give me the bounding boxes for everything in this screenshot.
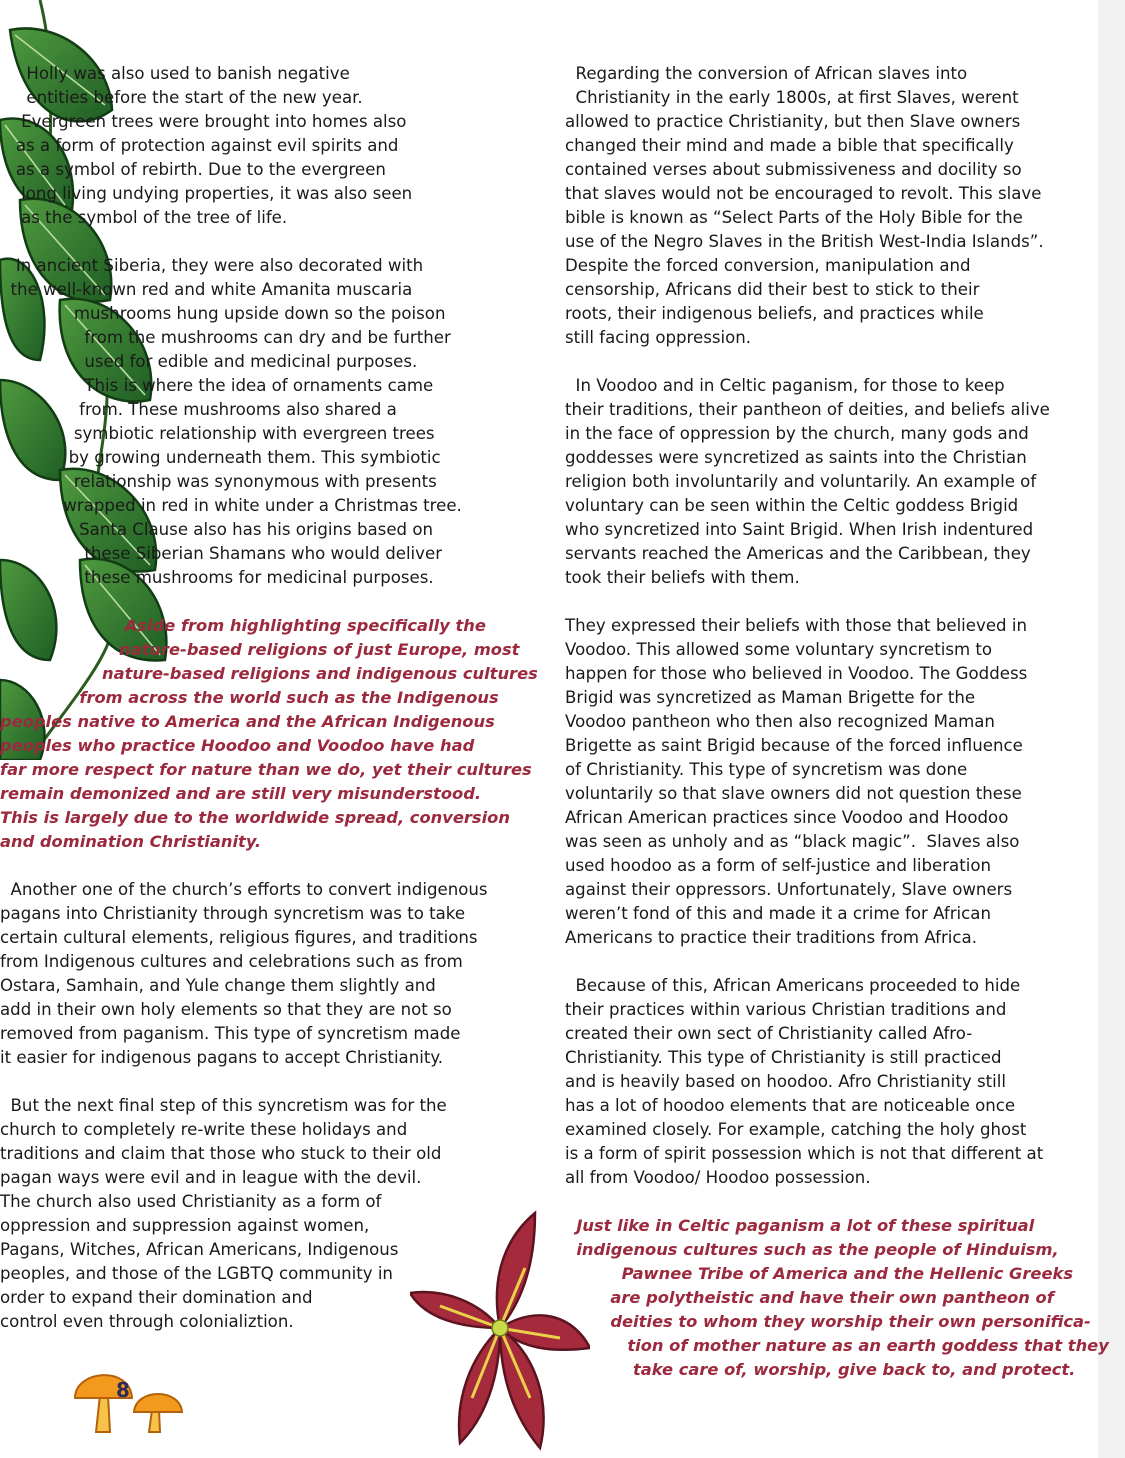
text-line: tion of mother nature as an earth goddess that they [565, 1336, 1109, 1355]
text-line: Pawnee Tribe of America and the Hellenic Greeks [565, 1264, 1074, 1283]
text-line: relationship was synonymous with presents [0, 472, 437, 491]
text-line: that slaves would not be encouraged to revolt. This slave [565, 184, 1042, 203]
text-line: used hoodoo as a form of self-justice and liberation [565, 856, 991, 875]
text-line: in the face of oppression by the church, many gods and [565, 424, 1029, 443]
text-line: Brigid was syncretized as Maman Brigette for the [565, 688, 976, 707]
text-line: and domination Christianity. [0, 832, 262, 851]
text-line: as a symbol of rebirth. Due to the evergreen [0, 160, 386, 179]
text-line: nature-based religions of just Europe, most [0, 640, 520, 659]
text-line: against their oppressors. Unfortunately, Slave owners [565, 880, 1013, 899]
text-line: In Voodoo and in Celtic paganism, for those to keep [565, 376, 1005, 395]
text-line: Brigette as saint Brigid because of the forced influence [565, 736, 1023, 755]
text-line: religion both involuntarily and voluntarily. An example of [565, 472, 1037, 491]
text-line: from. These mushrooms also shared a [0, 400, 397, 419]
text-line: Evergreen trees were brought into homes also [0, 112, 407, 131]
text-line: order to expand their domination and [0, 1288, 313, 1307]
text-line: Ostara, Samhain, and Yule change them slightly and [0, 976, 436, 995]
text-line: was seen as unholy and as “black magic”. Slaves also [565, 832, 1020, 851]
text-line: all from Voodoo/ Hoodoo possession. [565, 1168, 871, 1187]
text-line: wrapped in red in white under a Christmas tree. [0, 496, 462, 515]
text-line: the well-known red and white Amanita muscaria [0, 280, 413, 299]
text-line: voluntarily so that slave owners did not question these [565, 784, 1022, 803]
right-paragraph-4 [565, 974, 1100, 1190]
text-line: This is largely due to the worldwide spread, conversion [0, 808, 510, 827]
text-line: traditions and claim that those who stuck to their old [0, 1144, 442, 1163]
text-line: entities before the start of the new year. [0, 88, 363, 107]
text-line: created their own sect of Christianity called Afro- [565, 1024, 973, 1043]
text-line: and is heavily based on hoodoo. Afro Christianity still [565, 1072, 1006, 1091]
text-line: Another one of the church’s efforts to convert indigenous [0, 880, 488, 899]
text-line: weren’t fond of this and made it a crime for African [565, 904, 991, 923]
orange-mushroom-icon [70, 1360, 190, 1435]
text-line: who syncretized into Saint Brigid. When Irish indentured [565, 520, 1034, 539]
text-line: censorship, Africans did their best to stick to their [565, 280, 980, 299]
left-highlight-paragraph [0, 614, 560, 854]
text-line: Santa Clause also has his origins based on [0, 520, 434, 539]
text-line: has a lot of hoodoo elements that are noticeable once [565, 1096, 1016, 1115]
text-line: Because of this, African Americans proceeded to hide [565, 976, 1021, 995]
right-highlight-paragraph [565, 1214, 1109, 1382]
text-line: bible is known as “Select Parts of the Holy Bible for the [565, 208, 1023, 227]
text-line: pagan ways were evil and in league with the devil. [0, 1168, 422, 1187]
right-column [565, 62, 1109, 1406]
text-line: take care of, worship, give back to, and protect. [565, 1360, 1076, 1379]
text-line: Holly was also used to banish negative [0, 64, 350, 83]
text-line: Voodoo. This allowed some voluntary syncretism to [565, 640, 993, 659]
text-line: allowed to practice Christianity, but then Slave owners [565, 112, 1021, 131]
text-line: mushrooms hung upside down so the poison [0, 304, 446, 323]
text-line: remain demonized and are still very misunderstood. [0, 784, 482, 803]
text-line: as a form of protection against evil spirits and [0, 136, 399, 155]
right-paragraph-2 [565, 374, 1100, 590]
text-line: certain cultural elements, religious figures, and traditions [0, 928, 478, 947]
text-line: servants reached the Americas and the Caribbean, they [565, 544, 1031, 563]
text-line: peoples native to America and the African Indigenous [0, 712, 495, 731]
text-line: still facing oppression. [565, 328, 752, 347]
left-column [0, 62, 560, 1358]
text-line: long living undying properties, it was also seen [0, 184, 413, 203]
text-line: oppression and suppression against women, [0, 1216, 370, 1235]
text-line: goddesses were syncretized as saints into the Christian [565, 448, 1027, 467]
left-paragraph-1 [0, 62, 560, 230]
text-line: from across the world such as the Indigenous [0, 688, 499, 707]
text-line: church to completely re-write these holidays and [0, 1120, 408, 1139]
text-line: removed from paganism. This type of syncretism made [0, 1024, 461, 1043]
text-line: these Siberian Shamans who would deliver [0, 544, 443, 563]
left-paragraph-5 [0, 1094, 560, 1334]
text-line: happen for those who believed in Voodoo. The Goddess [565, 664, 1028, 683]
right-paragraph-3 [565, 614, 1100, 950]
text-line: Just like in Celtic paganism a lot of these spiritual [565, 1216, 1035, 1235]
text-line: changed their mind and made a bible that specifically [565, 136, 1014, 155]
text-line: used for edible and medicinal purposes. [0, 352, 418, 371]
text-line: of Christianity. This type of syncretism was done [565, 760, 968, 779]
text-line: add in their own holy elements so that they are not so [0, 1000, 452, 1019]
text-line: are polytheistic and have their own pantheon of [565, 1288, 1054, 1307]
text-line: Christianity. This type of Christianity is still practiced [565, 1048, 1002, 1067]
text-line: They expressed their beliefs with those that believed in [565, 616, 1027, 635]
text-line: roots, their indigenous beliefs, and practices while [565, 304, 984, 323]
text-line: Voodoo pantheon who then also recognized Maman [565, 712, 995, 731]
text-line: their practices within various Christian traditions and [565, 1000, 1007, 1019]
text-line: Regarding the conversion of African slaves into [565, 64, 968, 83]
text-line: pagans into Christianity through syncretism was to take [0, 904, 466, 923]
right-paragraph-1 [565, 62, 1100, 350]
text-line: from Indigenous cultures and celebrations such as from [0, 952, 463, 971]
text-line: Americans to practice their traditions from Africa. [565, 928, 977, 947]
text-line: use of the Negro Slaves in the British West-India Islands”. [565, 232, 1044, 251]
text-line: peoples who practice Hoodoo and Voodoo have had [0, 736, 475, 755]
text-line: deities to whom they worship their own personifica- [565, 1312, 1091, 1331]
text-line: control even through colonializtion. [0, 1312, 294, 1331]
text-line: Pagans, Witches, African Americans, Indigenous [0, 1240, 399, 1259]
text-line: This is where the idea of ornaments came [0, 376, 434, 395]
text-line: Christianity in the early 1800s, at first Slaves, werent [565, 88, 1019, 107]
text-line: by growing underneath them. This symbiotic [0, 448, 441, 467]
left-paragraph-4 [0, 878, 560, 1070]
text-line: African American practices since Voodoo and Hoodoo [565, 808, 1009, 827]
page-edge-strip [1098, 0, 1125, 1458]
text-line: symbiotic relationship with evergreen trees [0, 424, 435, 443]
text-line: Aside from highlighting specifically the [0, 616, 486, 635]
text-line: The church also used Christianity as a form of [0, 1192, 382, 1211]
page-number: 8 [116, 1378, 130, 1402]
text-line: took their beliefs with them. [565, 568, 800, 587]
text-line: But the next final step of this syncretism was for the [0, 1096, 447, 1115]
text-line: these mushrooms for medicinal purposes. [0, 568, 434, 587]
left-paragraph-2 [0, 254, 560, 590]
text-line: as the symbol of the tree of life. [0, 208, 288, 227]
text-line: contained verses about submissiveness and docility so [565, 160, 1022, 179]
text-line: nature-based religions and indigenous cultures [0, 664, 538, 683]
text-line: peoples, and those of the LGBTQ community in [0, 1264, 393, 1283]
text-line: indigenous cultures such as the people of Hinduism, [565, 1240, 1059, 1259]
text-line: from the mushrooms can dry and be further [0, 328, 451, 347]
text-line: is a form of spirit possession which is not that different at [565, 1144, 1044, 1163]
text-line: it easier for indigenous pagans to accept Christianity. [0, 1048, 444, 1067]
text-line: voluntary can be seen within the Celtic goddess Brigid [565, 496, 1019, 515]
text-line: far more respect for nature than we do, yet their cultures [0, 760, 532, 779]
text-line: examined closely. For example, catching the holy ghost [565, 1120, 1027, 1139]
text-line: In ancient Siberia, they were also decorated with [0, 256, 424, 275]
text-line: their traditions, their pantheon of deities, and beliefs alive [565, 400, 1050, 419]
text-line: Despite the forced conversion, manipulation and [565, 256, 971, 275]
